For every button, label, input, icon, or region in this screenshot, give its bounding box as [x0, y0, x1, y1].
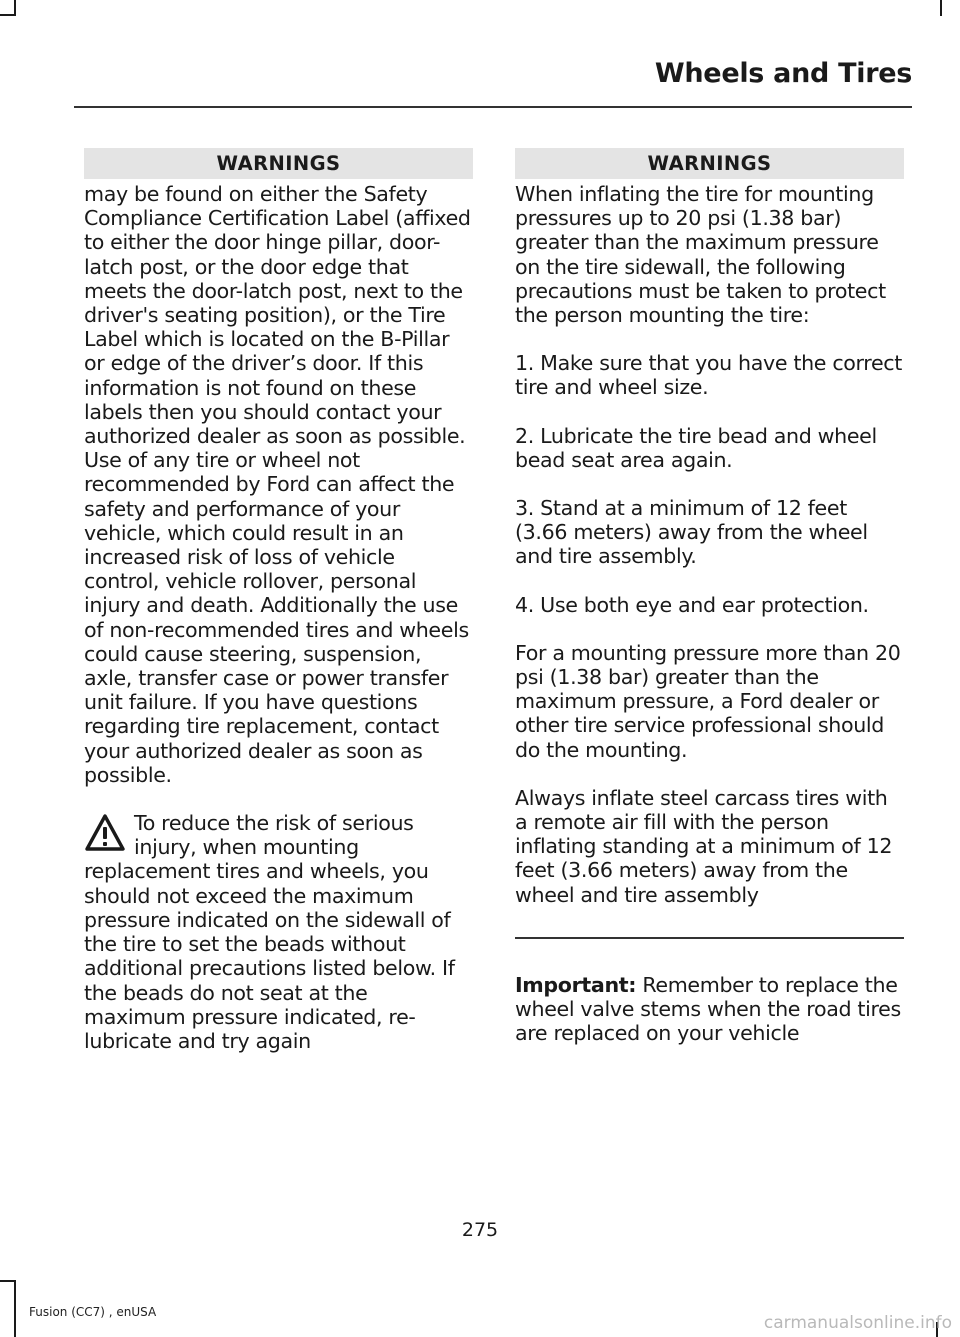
- section-rule: [515, 937, 904, 939]
- left-column: [84, 148, 473, 1053]
- inflate-paragraph: Always inflate steel carcass tires with a remote air fill with the person inflating standing at a minimum of 12 feet (3.66 meters) away from the wheel and tire assembly: [515, 785, 893, 907]
- step-item: 4. Use both eye and ear protection.: [515, 592, 869, 617]
- step-item: 1. Make sure that you have the correct tire and wheel size.: [515, 351, 902, 400]
- page-title: Wheels and Tires: [654, 58, 912, 89]
- warnings-heading-left: WARNINGS: [84, 148, 473, 179]
- warnings-heading-right: WARNINGS: [515, 148, 904, 179]
- warning-item: [84, 811, 473, 1053]
- important-text: Remember to replace the wheel valve stems when the road tires are replaced on your vehicle: [515, 972, 901, 1046]
- right-column: [515, 148, 904, 1045]
- important-label: Important:: [515, 972, 637, 997]
- page-number: 275: [461, 1219, 499, 1241]
- watermark: carmanualsonline.info: [763, 1313, 952, 1333]
- crop-mark-bottom-left-h: [0, 1280, 16, 1282]
- header-rule: [74, 106, 912, 108]
- step-item: 2. Lubricate the tire bead and wheel bead seat area again.: [515, 423, 877, 472]
- step-item: 3. Stand at a minimum of 12 feet (3.66 meters) away from the wheel and tire assembly.: [515, 496, 868, 569]
- warning-triangle-icon: [84, 813, 126, 853]
- important-note: [515, 973, 904, 1046]
- warning-text: To reduce the risk of serious injury, when mounting replacement tires and wheels, you should not exceed the maximum pressure indicated on the sidewall of the tire to set the beads without additional precautions listed below. If the beads do not seat at the maximum pressure indicated, re-lubricate and try again: [84, 811, 455, 1053]
- dealer-paragraph: For a mounting pressure more than 20 psi (1.38 bar) greater than the maximum pressure, a Ford dealer or other tire service professional should do the mounting.: [515, 640, 901, 762]
- crop-mark-top-right: [940, 0, 942, 16]
- crop-mark-bottom-left: [14, 1282, 16, 1337]
- crop-mark-top-left-h: [0, 14, 16, 16]
- precautions-intro: When inflating the tire for mounting pressures up to 20 psi (1.38 bar) greater than the maximum pressure on the tire sidewall, the following precautions must be taken to protect the person mounting the tire:: [515, 182, 886, 328]
- warning-paragraph-continued: may be found on either the Safety Compliance Certification Label (affixed to either the door hinge pillar, door-latch post, or the door edge that meets the door-latch post, next to the driver's seating position), or the Tire Label which is located on the B-Pillar or edge of the driver’s door. If this information is not found on these labels then you should contact your authorized dealer as soon as possible. Use of any tire or wheel not recommended by Ford can affect the safety and performance of your vehicle, which could result in an increased risk of loss of vehicle control, vehicle rollover, personal injury and death. Additionally the use of non-recommended tires and wheels could cause steering, suspension, axle, transfer case or power transfer unit failure. If you have questions regarding tire replacement, contact your authorized dealer as soon as possible.: [84, 182, 471, 787]
- footer-info: Fusion (CC7) , enUSA: [29, 1305, 157, 1319]
